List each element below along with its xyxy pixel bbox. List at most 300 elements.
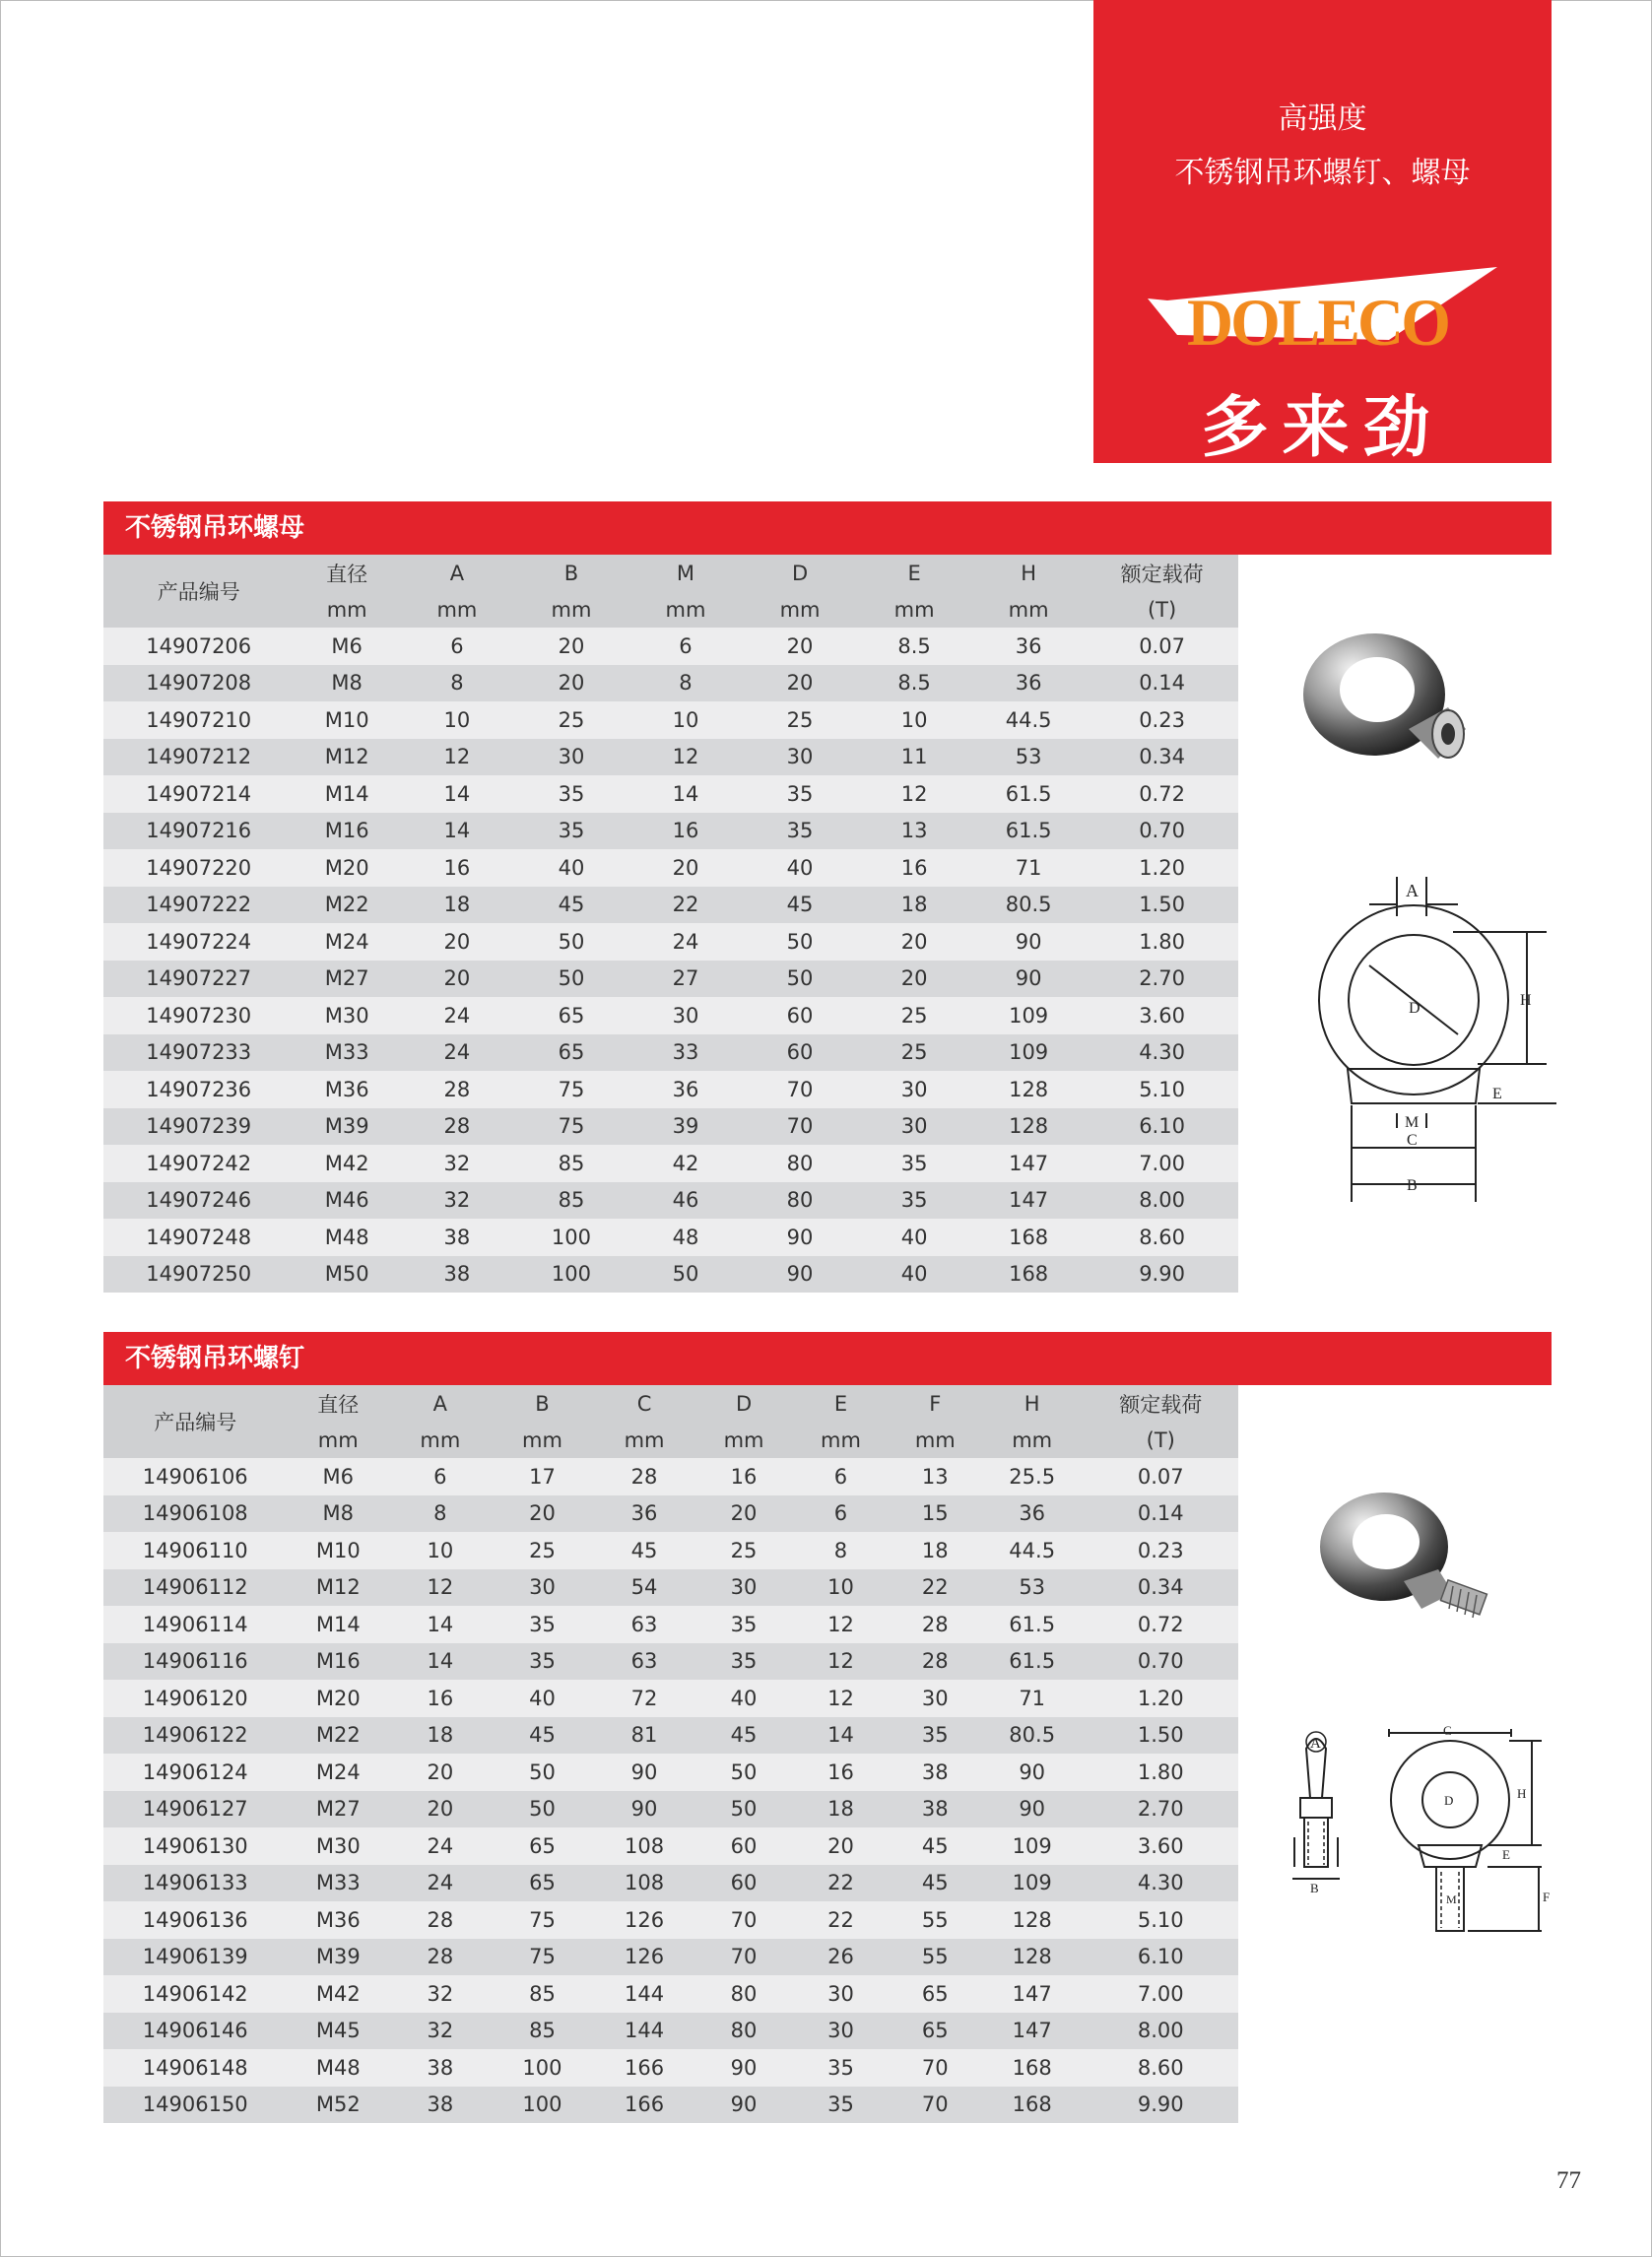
header-unit-cell: mm: [294, 591, 399, 628]
table-cell: 0.23: [1086, 701, 1238, 739]
table-cell: 20: [492, 1495, 594, 1533]
table-cell: 32: [400, 1145, 514, 1182]
product-code-cell: 14907216: [103, 813, 294, 850]
nut-diagram-label-a: A: [1406, 881, 1419, 900]
table-cell: 1.80: [1086, 923, 1238, 961]
header-product-code: 产品编号: [103, 1385, 287, 1458]
table-cell: 60: [695, 1865, 792, 1902]
table-cell: 35: [492, 1606, 594, 1643]
product-code-cell: 14906127: [103, 1791, 287, 1828]
table-cell: 63: [593, 1606, 695, 1643]
doleco-logo: [1148, 261, 1502, 360]
table-cell: 11: [857, 739, 971, 776]
table-cell: 1.50: [1086, 887, 1238, 924]
header-cell: C: [593, 1385, 695, 1422]
table-cell: 20: [400, 923, 514, 961]
table-cell: 53: [971, 739, 1086, 776]
brand-block: [1093, 0, 1552, 467]
table-cell: 32: [400, 1182, 514, 1220]
header-cell: 额定载荷: [1086, 555, 1238, 591]
table-cell: 40: [857, 1256, 971, 1294]
table-row: [103, 2049, 1238, 2087]
table-cell: 50: [514, 961, 628, 998]
table-cell: 108: [593, 1865, 695, 1902]
table-cell: 40: [492, 1680, 594, 1717]
product-code-cell: 14906116: [103, 1643, 287, 1681]
table-cell: 90: [695, 2049, 792, 2087]
table-cell: 20: [743, 628, 857, 665]
product-code-cell: 14906150: [103, 2087, 287, 2124]
table-cell: 20: [857, 923, 971, 961]
table-row: [103, 1145, 1238, 1182]
table-cell: 61.5: [981, 1643, 1084, 1681]
bolt-section-title: 不锈钢吊环螺钉: [103, 1332, 1552, 1385]
table-cell: 20: [628, 849, 743, 887]
header-cell: D: [695, 1385, 792, 1422]
header-unit-cell: mm: [514, 591, 628, 628]
table-cell: 144: [593, 1975, 695, 2013]
eye-bolt-photo: [1305, 1483, 1502, 1650]
table-cell: 44.5: [971, 701, 1086, 739]
table-cell: 8: [628, 665, 743, 702]
table-cell: 8.00: [1086, 1182, 1238, 1220]
table-cell: 20: [857, 961, 971, 998]
product-code-cell: 14907220: [103, 849, 294, 887]
table-cell: 109: [971, 997, 1086, 1034]
table-cell: M30: [294, 997, 399, 1034]
table-cell: 28: [400, 1071, 514, 1108]
table-cell: 40: [743, 849, 857, 887]
bolt-diagram-label-f: F: [1543, 1890, 1551, 1904]
nut-diagram-label-d: D: [1409, 1000, 1421, 1017]
header-unit-cell: mm: [287, 1422, 389, 1458]
table-cell: 30: [857, 1108, 971, 1146]
table-row: [103, 1791, 1238, 1828]
table-cell: 28: [890, 1643, 981, 1681]
product-code-cell: 14906122: [103, 1717, 287, 1755]
product-code-cell: 14906124: [103, 1754, 287, 1791]
product-code-cell: 14907236: [103, 1071, 294, 1108]
table-cell: 10: [389, 1532, 492, 1569]
header-cell: 直径: [287, 1385, 389, 1422]
table-cell: 30: [792, 2013, 889, 2050]
table-cell: 30: [890, 1680, 981, 1717]
header-cell: A: [400, 555, 514, 591]
product-code-cell: 14907208: [103, 665, 294, 702]
table-cell: 85: [514, 1182, 628, 1220]
table-cell: 35: [743, 813, 857, 850]
table-row: [103, 923, 1238, 961]
product-code-cell: 14907246: [103, 1182, 294, 1220]
table-cell: 6: [628, 628, 743, 665]
table-cell: 32: [389, 2013, 492, 2050]
table-cell: M50: [294, 1256, 399, 1294]
table-cell: 168: [981, 2049, 1084, 2087]
header-unit-cell: mm: [389, 1422, 492, 1458]
table-cell: 25: [695, 1532, 792, 1569]
table-cell: 147: [981, 2013, 1084, 2050]
table-cell: 18: [890, 1532, 981, 1569]
table-cell: 24: [389, 1865, 492, 1902]
product-code-cell: 14907239: [103, 1108, 294, 1146]
table-cell: 50: [514, 923, 628, 961]
table-cell: 80.5: [971, 887, 1086, 924]
product-code-cell: 14906133: [103, 1865, 287, 1902]
table-cell: 30: [857, 1071, 971, 1108]
bolt-diagram-label-e: E: [1502, 1847, 1510, 1862]
table-cell: 128: [971, 1071, 1086, 1108]
table-cell: 28: [389, 1901, 492, 1939]
table-cell: M22: [294, 887, 399, 924]
table-cell: 168: [981, 2087, 1084, 2124]
table-cell: 45: [514, 887, 628, 924]
table-cell: M39: [294, 1108, 399, 1146]
table-cell: 0.34: [1083, 1569, 1238, 1607]
table-cell: 100: [492, 2087, 594, 2124]
table-cell: M16: [287, 1643, 389, 1681]
nut-spec-table: [103, 555, 1238, 1293]
table-cell: 0.23: [1083, 1532, 1238, 1569]
table-cell: 85: [492, 1975, 594, 2013]
table-row: [103, 1532, 1238, 1569]
table-cell: 0.14: [1086, 665, 1238, 702]
table-cell: 147: [971, 1182, 1086, 1220]
table-cell: 75: [492, 1939, 594, 1976]
header-unit-cell: mm: [628, 591, 743, 628]
table-row: [103, 1717, 1238, 1755]
table-cell: 0.07: [1083, 1458, 1238, 1495]
table-cell: 40: [857, 1219, 971, 1256]
table-cell: 5.10: [1083, 1901, 1238, 1939]
table-cell: 22: [792, 1865, 889, 1902]
table-cell: 9.90: [1086, 1256, 1238, 1294]
logo-text: DOLECO: [1187, 285, 1449, 360]
table-cell: 27: [628, 961, 743, 998]
nut-diagram-label-b: B: [1407, 1177, 1418, 1194]
product-code-cell: 14907230: [103, 997, 294, 1034]
table-cell: 0.72: [1086, 775, 1238, 813]
table-cell: 1.20: [1083, 1680, 1238, 1717]
product-code-cell: 14907250: [103, 1256, 294, 1294]
header-cell: E: [857, 555, 971, 591]
table-cell: M48: [287, 2049, 389, 2087]
table-cell: M14: [294, 775, 399, 813]
table-cell: 35: [492, 1643, 594, 1681]
table-row: [103, 1256, 1238, 1294]
table-cell: 22: [628, 887, 743, 924]
header-unit-cell: mm: [492, 1422, 594, 1458]
table-cell: 166: [593, 2087, 695, 2124]
table-cell: 22: [890, 1569, 981, 1607]
table-cell: 12: [792, 1643, 889, 1681]
table-cell: 70: [743, 1108, 857, 1146]
table-cell: 16: [792, 1754, 889, 1791]
table-cell: 20: [514, 628, 628, 665]
table-row: [103, 1827, 1238, 1865]
table-cell: 48: [628, 1219, 743, 1256]
header-unit-cell: mm: [792, 1422, 889, 1458]
table-cell: 28: [389, 1939, 492, 1976]
table-cell: 65: [514, 1034, 628, 1072]
table-row: [103, 961, 1238, 998]
table-cell: 38: [400, 1219, 514, 1256]
table-cell: 168: [971, 1256, 1086, 1294]
table-row: [103, 1643, 1238, 1681]
table-cell: 100: [514, 1219, 628, 1256]
product-code-cell: 14907222: [103, 887, 294, 924]
table-cell: 12: [400, 739, 514, 776]
table-cell: 16: [389, 1680, 492, 1717]
table-cell: 24: [389, 1827, 492, 1865]
table-row: [103, 1975, 1238, 2013]
table-row: [103, 2013, 1238, 2050]
table-cell: M27: [287, 1791, 389, 1828]
table-cell: 20: [400, 961, 514, 998]
table-cell: 22: [792, 1901, 889, 1939]
table-cell: 1.50: [1083, 1717, 1238, 1755]
product-code-cell: 14906114: [103, 1606, 287, 1643]
table-cell: 24: [400, 1034, 514, 1072]
table-cell: 80: [743, 1182, 857, 1220]
table-cell: 6.10: [1086, 1108, 1238, 1146]
table-row: [103, 1569, 1238, 1607]
table-cell: 50: [743, 961, 857, 998]
table-cell: 25: [857, 1034, 971, 1072]
table-cell: 90: [695, 2087, 792, 2124]
table-cell: 65: [492, 1827, 594, 1865]
table-cell: M10: [287, 1532, 389, 1569]
eye-nut-photo: [1290, 621, 1478, 788]
table-cell: 50: [628, 1256, 743, 1294]
table-cell: 8: [400, 665, 514, 702]
table-cell: 8.5: [857, 628, 971, 665]
table-cell: M20: [287, 1680, 389, 1717]
table-cell: 18: [400, 887, 514, 924]
table-cell: M30: [287, 1827, 389, 1865]
table-cell: 16: [695, 1458, 792, 1495]
table-cell: 35: [514, 813, 628, 850]
table-cell: 5.10: [1086, 1071, 1238, 1108]
table-cell: 55: [890, 1901, 981, 1939]
table-cell: 40: [514, 849, 628, 887]
table-cell: 45: [492, 1717, 594, 1755]
table-cell: 85: [514, 1145, 628, 1182]
table-cell: 7.00: [1083, 1975, 1238, 2013]
table-cell: M22: [287, 1717, 389, 1755]
table-cell: 12: [389, 1569, 492, 1607]
table-cell: 10: [400, 701, 514, 739]
table-cell: M24: [287, 1754, 389, 1791]
table-cell: M8: [294, 665, 399, 702]
product-code-cell: 14907214: [103, 775, 294, 813]
table-cell: 25: [492, 1532, 594, 1569]
header-cell: H: [981, 1385, 1084, 1422]
table-cell: 20: [695, 1495, 792, 1533]
bolt-diagram-label-h: H: [1517, 1786, 1527, 1801]
table-cell: 46: [628, 1182, 743, 1220]
page-number: 77: [1556, 2167, 1581, 2194]
table-cell: 70: [695, 1939, 792, 1976]
table-cell: 14: [389, 1606, 492, 1643]
table-cell: 90: [743, 1219, 857, 1256]
table-cell: 33: [628, 1034, 743, 1072]
table-cell: 61.5: [981, 1606, 1084, 1643]
table-row: [103, 665, 1238, 702]
table-cell: 40: [695, 1680, 792, 1717]
product-code-cell: 14906106: [103, 1458, 287, 1495]
table-cell: 14: [400, 813, 514, 850]
table-cell: 100: [492, 2049, 594, 2087]
table-cell: 144: [593, 2013, 695, 2050]
table-cell: M48: [294, 1219, 399, 1256]
table-cell: 80: [743, 1145, 857, 1182]
bolt-diagram-label-c: C: [1443, 1723, 1452, 1738]
table-cell: 60: [743, 997, 857, 1034]
header-unit-cell: mm: [890, 1422, 981, 1458]
table-cell: 13: [857, 813, 971, 850]
table-cell: 28: [400, 1108, 514, 1146]
table-cell: 14: [792, 1717, 889, 1755]
table-cell: 38: [389, 2049, 492, 2087]
table-cell: 63: [593, 1643, 695, 1681]
table-cell: 61.5: [971, 775, 1086, 813]
table-cell: 1.80: [1083, 1754, 1238, 1791]
table-cell: M20: [294, 849, 399, 887]
table-cell: 20: [792, 1827, 889, 1865]
table-cell: 147: [981, 1975, 1084, 2013]
table-row: [103, 2087, 1238, 2124]
table-cell: 53: [981, 1569, 1084, 1607]
product-code-cell: 14907242: [103, 1145, 294, 1182]
table-cell: 126: [593, 1939, 695, 1976]
table-cell: 13: [890, 1458, 981, 1495]
table-row: [103, 1939, 1238, 1976]
table-cell: 6: [389, 1458, 492, 1495]
bolt-diagram-label-d: D: [1444, 1793, 1454, 1808]
table-cell: M10: [294, 701, 399, 739]
table-cell: M42: [294, 1145, 399, 1182]
table-cell: 28: [593, 1458, 695, 1495]
table-cell: 50: [695, 1791, 792, 1828]
table-cell: M16: [294, 813, 399, 850]
table-cell: 18: [857, 887, 971, 924]
table-cell: 90: [981, 1791, 1084, 1828]
product-code-cell: 14906142: [103, 1975, 287, 2013]
table-cell: 25: [857, 997, 971, 1034]
table-row: [103, 1182, 1238, 1220]
table-cell: 24: [400, 997, 514, 1034]
product-code-cell: 14907227: [103, 961, 294, 998]
product-code-cell: 14906146: [103, 2013, 287, 2050]
table-row: [103, 1901, 1238, 1939]
table-cell: 20: [743, 665, 857, 702]
table-cell: 36: [971, 628, 1086, 665]
table-cell: 90: [743, 1256, 857, 1294]
table-cell: 30: [492, 1569, 594, 1607]
table-cell: M39: [287, 1939, 389, 1976]
table-row: [103, 1606, 1238, 1643]
table-cell: 4.30: [1083, 1865, 1238, 1902]
table-cell: 75: [514, 1108, 628, 1146]
table-row: [103, 1865, 1238, 1902]
nut-diagram-label-e: E: [1492, 1086, 1502, 1102]
table-cell: M52: [287, 2087, 389, 2124]
table-cell: 36: [971, 665, 1086, 702]
table-cell: 18: [792, 1791, 889, 1828]
table-cell: 16: [400, 849, 514, 887]
header-cell: 直径: [294, 555, 399, 591]
header-cell: 额定载荷: [1083, 1385, 1238, 1422]
table-cell: 128: [981, 1901, 1084, 1939]
table-cell: 8: [389, 1495, 492, 1533]
table-cell: 166: [593, 2049, 695, 2087]
table-cell: 65: [514, 997, 628, 1034]
product-code-cell: 14907210: [103, 701, 294, 739]
table-cell: 0.70: [1086, 813, 1238, 850]
product-code-cell: 14907248: [103, 1219, 294, 1256]
product-code-cell: 14906112: [103, 1569, 287, 1607]
table-cell: M36: [294, 1071, 399, 1108]
table-cell: 30: [695, 1569, 792, 1607]
table-cell: M24: [294, 923, 399, 961]
table-cell: 6: [792, 1495, 889, 1533]
table-row: [103, 1219, 1238, 1256]
table-cell: M33: [287, 1865, 389, 1902]
table-cell: 2.70: [1086, 961, 1238, 998]
header-unit-cell: mm: [695, 1422, 792, 1458]
table-cell: 50: [743, 923, 857, 961]
table-row: [103, 1071, 1238, 1108]
table-cell: 35: [857, 1145, 971, 1182]
table-cell: 70: [890, 2087, 981, 2124]
table-cell: 75: [492, 1901, 594, 1939]
table-cell: 7.00: [1086, 1145, 1238, 1182]
header-unit-cell: mm: [400, 591, 514, 628]
product-code-cell: 14906148: [103, 2049, 287, 2087]
header-product-code: 产品编号: [103, 555, 294, 628]
nut-diagram-label-h: H: [1520, 992, 1532, 1009]
product-code-cell: 14906139: [103, 1939, 287, 1976]
product-code-cell: 14906110: [103, 1532, 287, 1569]
table-cell: 39: [628, 1108, 743, 1146]
table-cell: 80: [695, 2013, 792, 2050]
table-cell: 90: [593, 1754, 695, 1791]
table-cell: 6: [400, 628, 514, 665]
table-cell: 8: [792, 1532, 889, 1569]
header-cell: M: [628, 555, 743, 591]
table-cell: 10: [628, 701, 743, 739]
table-cell: 0.72: [1083, 1606, 1238, 1643]
table-cell: 85: [492, 2013, 594, 2050]
table-cell: 42: [628, 1145, 743, 1182]
table-cell: 55: [890, 1939, 981, 1976]
table-cell: 54: [593, 1569, 695, 1607]
table-row: [103, 849, 1238, 887]
header-cell: B: [492, 1385, 594, 1422]
table-row: [103, 997, 1238, 1034]
table-cell: 61.5: [971, 813, 1086, 850]
table-cell: 30: [792, 1975, 889, 2013]
table-cell: 14: [389, 1643, 492, 1681]
table-cell: 17: [492, 1458, 594, 1495]
table-cell: M42: [287, 1975, 389, 2013]
brand-title-line2: 不锈钢吊环螺钉、螺母: [1174, 156, 1471, 190]
table-cell: 8.60: [1083, 2049, 1238, 2087]
table-cell: 38: [400, 1256, 514, 1294]
table-cell: 36: [593, 1495, 695, 1533]
table-cell: 20: [389, 1791, 492, 1828]
table-row: [103, 813, 1238, 850]
